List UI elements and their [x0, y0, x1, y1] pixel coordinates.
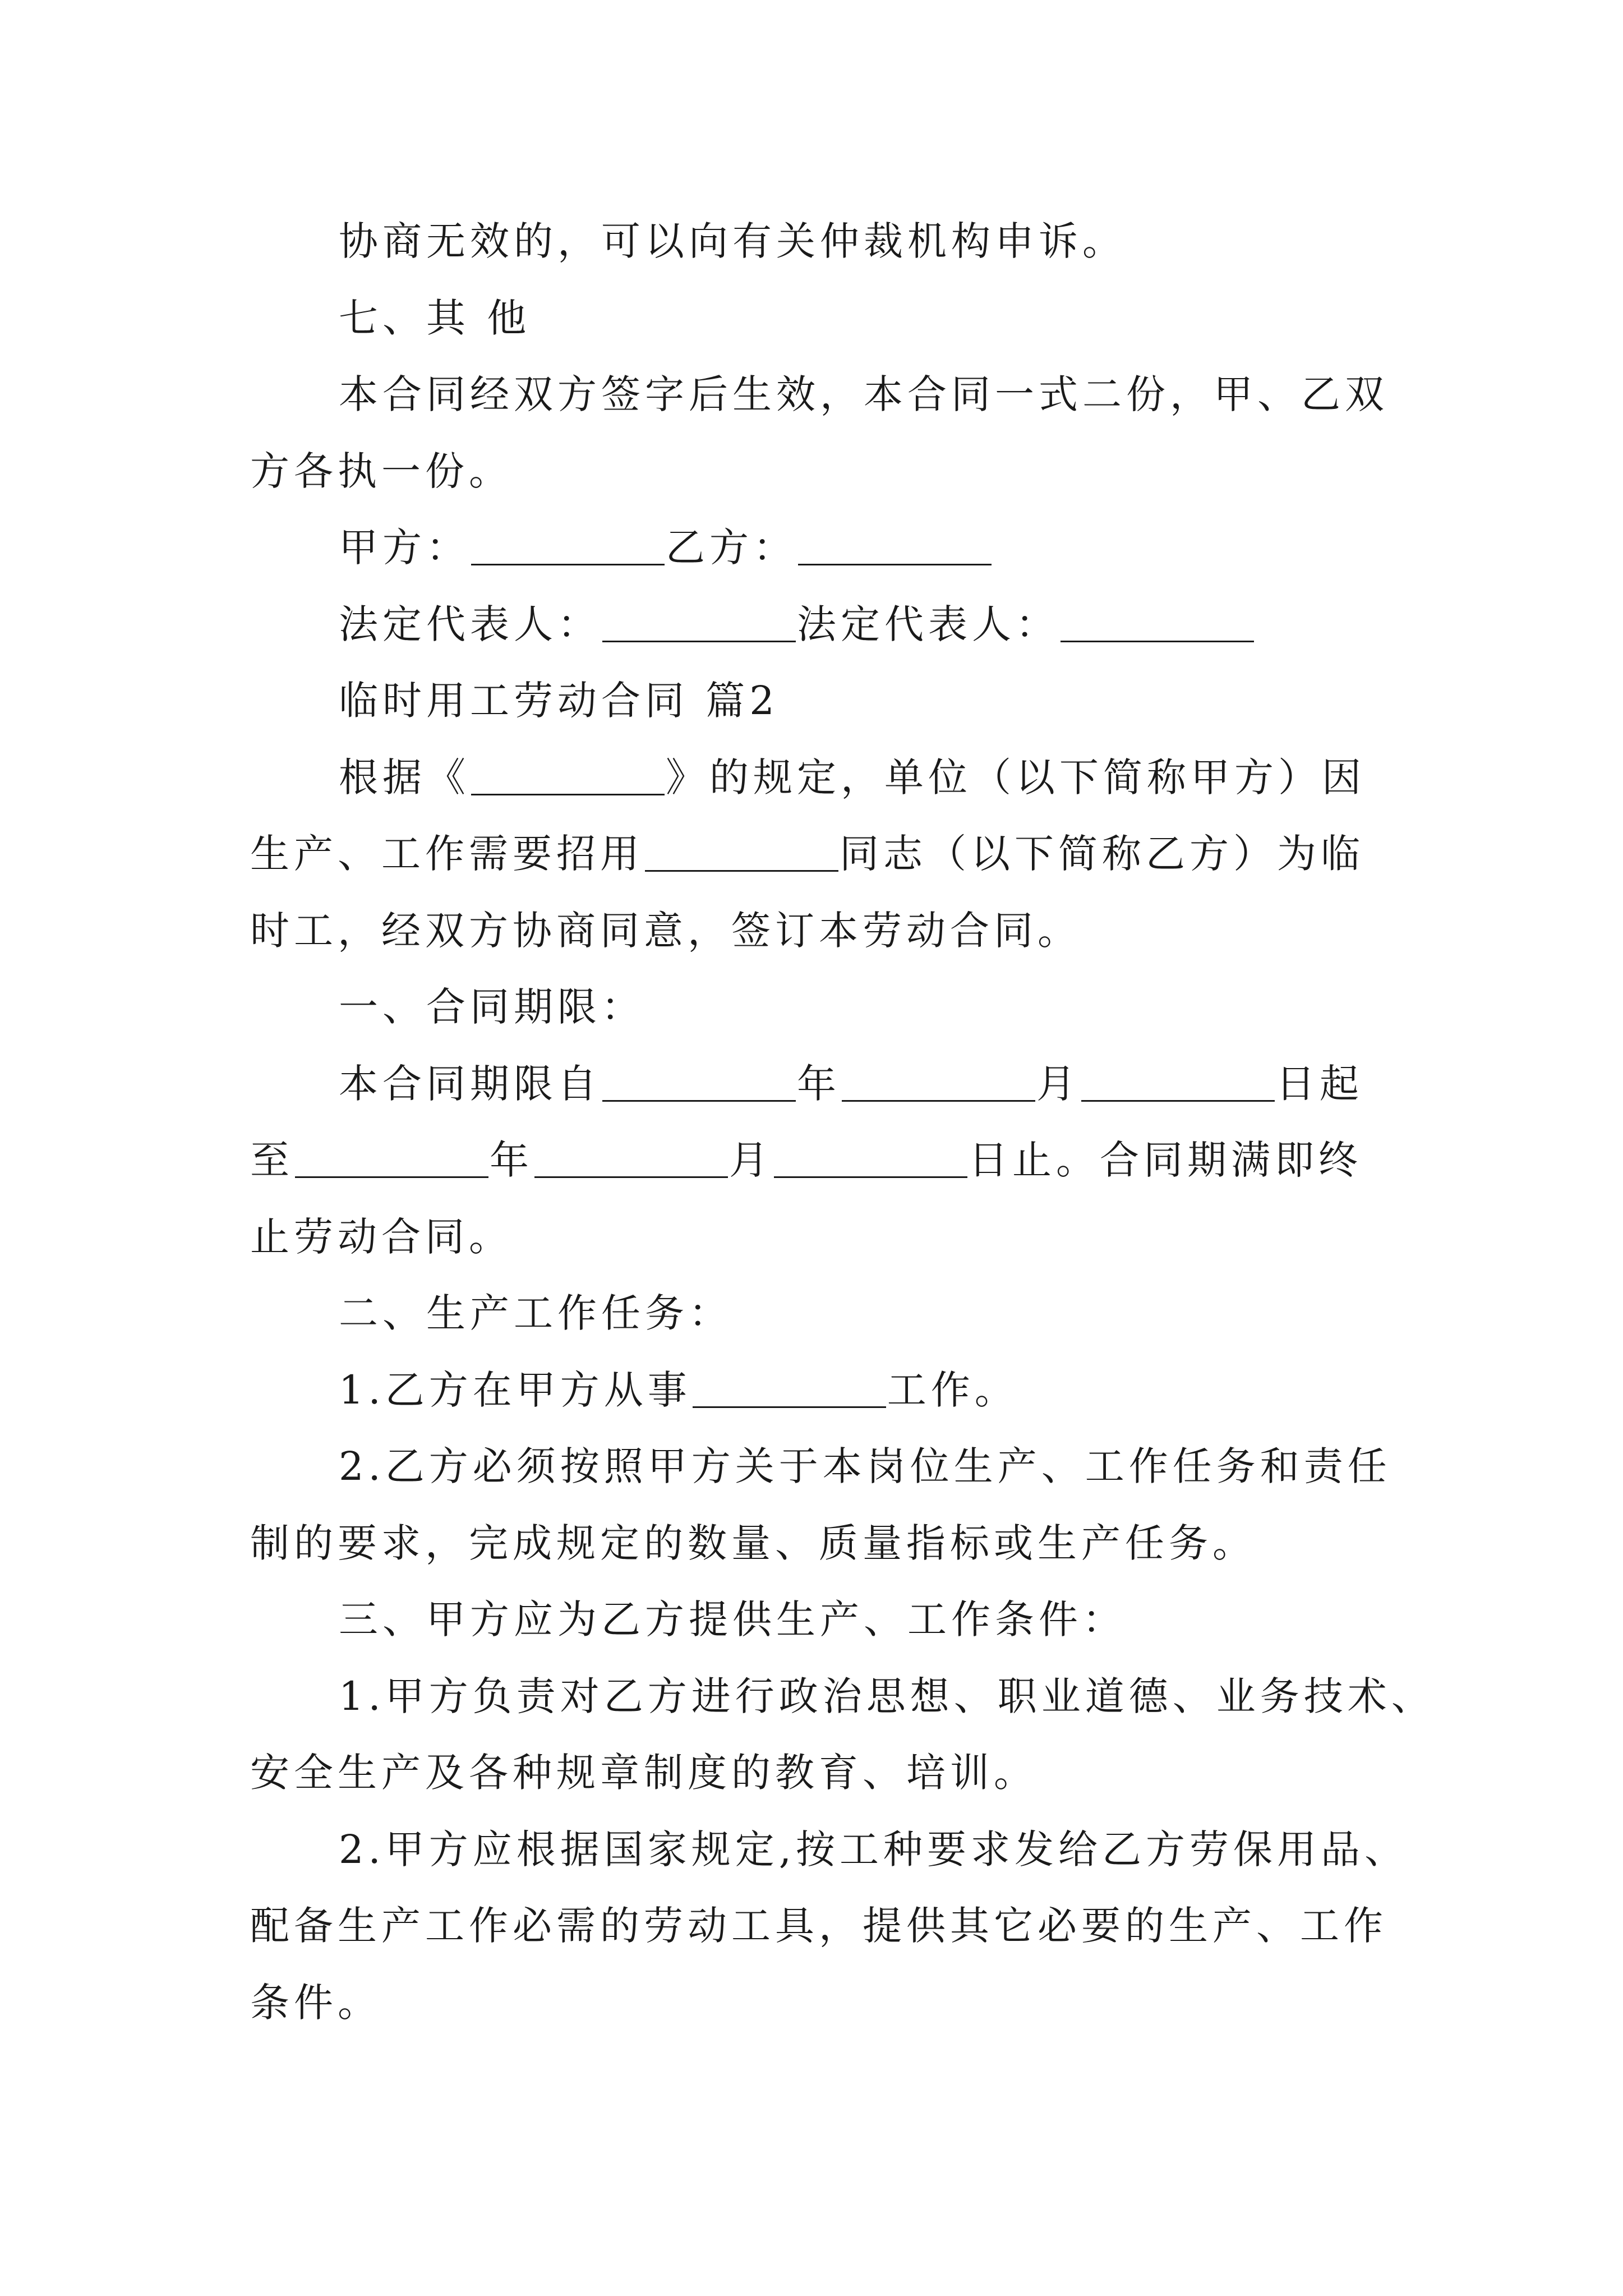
party-b-blank: [798, 524, 992, 565]
paragraph-line: 本合同经双方签字后生效，本合同一式二份，甲、乙双: [339, 371, 1389, 417]
paragraph-line: 止劳动合同。: [250, 1213, 513, 1260]
section-heading-other: 七、其 他: [339, 295, 531, 341]
article-title: 临时用工劳动合同 篇2: [339, 678, 779, 724]
party-a-blank: [471, 524, 665, 565]
paragraph-line: 2.乙方必须按照甲方关于本岗位生产、工作任务和责任: [339, 1443, 1391, 1489]
paragraph-line: 制的要求，完成规定的数量、质量指标或生产任务。: [250, 1520, 1256, 1566]
party-b-label: 乙方：: [666, 524, 797, 570]
law-name-blank: [471, 754, 665, 795]
end-month-blank: [534, 1137, 728, 1178]
text-segment: 》的规定，单位（以下简称甲方）因: [666, 754, 1366, 800]
party-signature-line: [250, 509, 1389, 586]
paragraph-line: [250, 1352, 1389, 1429]
text-segment: 年: [797, 1060, 841, 1107]
paragraph-line: 条件。: [250, 1979, 381, 2026]
paragraph-line: [250, 739, 1389, 816]
paragraph-line: [250, 1046, 1389, 1122]
legal-rep-b-label: 法定代表人：: [797, 601, 1059, 647]
paragraph-line: 2.甲方应根据国家规定,按工种要求发给乙方劳保用品、: [339, 1826, 1409, 1872]
section-heading-tasks: 二、生产工作任务：: [339, 1290, 732, 1336]
document-body: [250, 203, 1435, 2041]
start-month-blank: [842, 1061, 1035, 1102]
start-day-blank: [1081, 1061, 1275, 1102]
text-segment: 本合同期限自: [339, 1060, 601, 1107]
legal-rep-b-blank: [1061, 601, 1254, 642]
section-heading-conditions: 三、甲方应为乙方提供生产、工作条件：: [339, 1596, 1126, 1642]
legal-rep-a-blank: [602, 601, 796, 642]
start-year-blank: [602, 1061, 796, 1102]
paragraph-line: 1.甲方负责对乙方进行政治思想、职业道德、业务技术、: [339, 1673, 1435, 1719]
job-type-blank: [693, 1367, 886, 1408]
end-day-blank: [774, 1137, 967, 1178]
end-year-blank: [295, 1137, 488, 1178]
text-segment: 月: [729, 1137, 773, 1183]
paragraph-line: 时工，经双方协商同意，签订本劳动合同。: [250, 907, 1081, 954]
text-segment: 月: [1036, 1060, 1080, 1107]
section-heading-term: 一、合同期限：: [339, 984, 645, 1030]
employee-name-blank: [645, 831, 838, 872]
paragraph-line: 安全生产及各种规章制度的教育、培训。: [250, 1750, 1038, 1796]
text-segment: 生产、工作需要招用: [250, 831, 644, 877]
text-segment: 工作。: [887, 1366, 1018, 1413]
legal-rep-a-label: 法定代表人：: [339, 601, 601, 647]
text-segment: 日起: [1276, 1060, 1363, 1107]
text-segment: 同志（以下简称乙方）为临: [840, 831, 1364, 877]
paragraph-line: [250, 816, 1389, 892]
text-segment: 至: [250, 1137, 294, 1183]
paragraph-line: 方各执一份。: [250, 448, 513, 494]
text-segment: 日止。合同期满即终: [969, 1137, 1362, 1183]
text-segment: 年: [490, 1137, 533, 1183]
paragraph-line: 配备生产工作必需的劳动工具，提供其它必要的生产、工作: [250, 1903, 1387, 1949]
legal-rep-line: [250, 586, 1389, 663]
text-segment: 1.乙方在甲方从事: [339, 1366, 691, 1413]
party-a-label: 甲方：: [339, 524, 470, 570]
paragraph-line: [250, 1122, 1389, 1199]
text-segment: 根据《: [339, 754, 470, 800]
paragraph-line: 协商无效的，可以向有关仲裁机构申诉。: [339, 218, 1126, 264]
